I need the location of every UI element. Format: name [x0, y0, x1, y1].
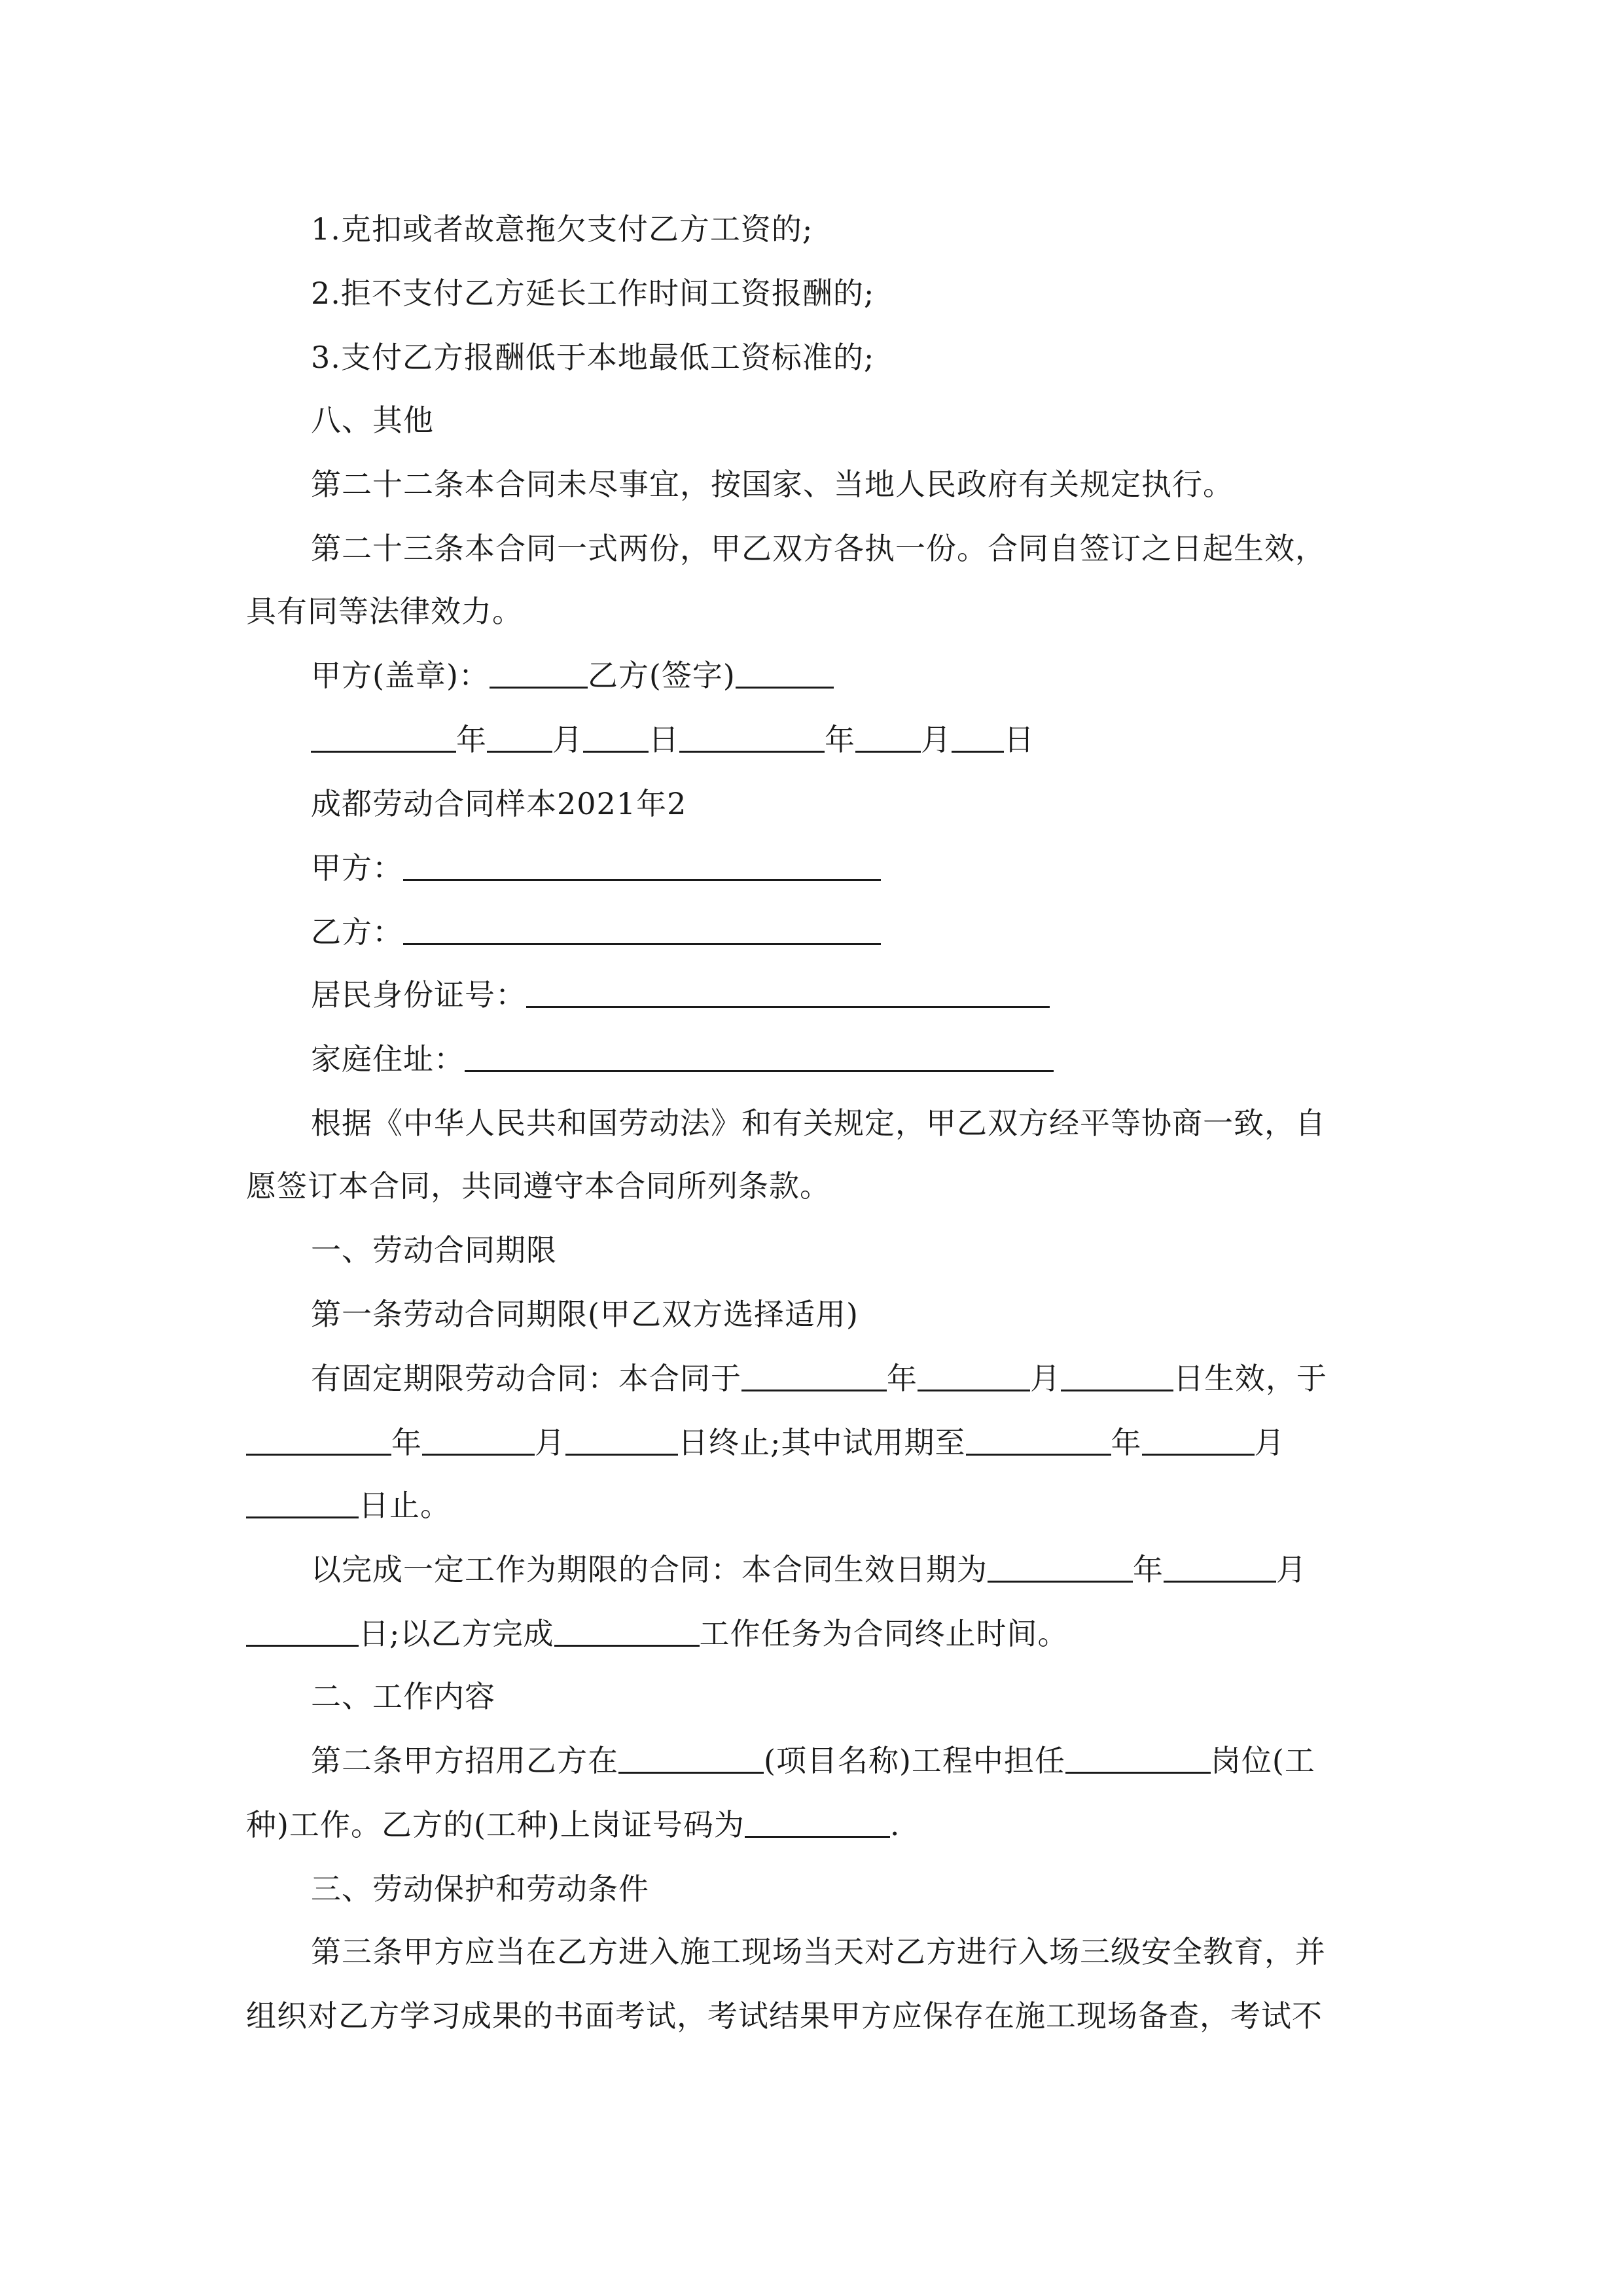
year-label: 年	[825, 722, 855, 757]
task-term-label: 以完成一定工作为期限的合同：本合同生效日期为	[311, 1552, 988, 1587]
probation-day-blank[interactable]	[246, 1486, 359, 1518]
party-a-row	[311, 848, 881, 888]
month-label: 月	[921, 722, 952, 757]
article-2-line-2	[246, 1805, 900, 1844]
party-b-row	[311, 912, 881, 952]
article-2-text-a: 第二条甲方招用乙方在	[311, 1743, 618, 1778]
sign-party-a-blank[interactable]	[490, 656, 588, 689]
list-item-2: 2.拒不支付乙方延长工作时间工资报酬的;	[311, 276, 875, 311]
certificate-number-blank[interactable]	[745, 1806, 890, 1838]
section-heading-2: 二、工作内容	[311, 1679, 495, 1714]
fixed-end-year-blank[interactable]	[246, 1424, 391, 1456]
fixed-end-month-blank[interactable]	[422, 1424, 535, 1456]
article-1-title: 第一条劳动合同期限(甲乙双方选择适用)	[311, 1297, 859, 1332]
party-b-field[interactable]	[403, 913, 881, 945]
task-term-line-2	[246, 1614, 1069, 1653]
party-a-field[interactable]	[403, 849, 881, 881]
month-label: 月	[1254, 1425, 1285, 1460]
article-3-line-2: 组织对乙方学习成果的书面考试，考试结果甲方应保存在施工现场备查，考试不	[246, 1998, 1323, 2034]
fixed-term-line-1	[311, 1359, 1327, 1398]
party-b-label: 乙方：	[311, 914, 403, 950]
month-label: 月	[552, 722, 583, 757]
sign-party-b-blank[interactable]	[736, 656, 834, 689]
address-field[interactable]	[465, 1040, 1054, 1072]
probation-month-blank[interactable]	[1142, 1424, 1255, 1456]
date-a-year-blank[interactable]	[311, 721, 456, 753]
day-label: 日	[649, 722, 679, 757]
date-b-month-blank[interactable]	[855, 721, 921, 753]
id-number-row	[311, 975, 1050, 1014]
id-number-field[interactable]	[526, 976, 1050, 1008]
year-label: 年	[456, 722, 487, 757]
fixed-term-label: 有固定期限劳动合同：本合同于	[311, 1361, 741, 1396]
date-b-day-blank[interactable]	[952, 721, 1004, 753]
article-2-text-d: 种)工作。乙方的(工种)上岗证号码为	[246, 1807, 745, 1842]
date-b-year-blank[interactable]	[679, 721, 825, 753]
signature-line	[311, 656, 834, 695]
intro-line-1: 根据《中华人民共和国劳动法》和有关规定，甲乙双方经平等协商一致，自	[311, 1105, 1326, 1141]
fixed-term-line-3	[246, 1486, 451, 1525]
fixed-term-line-2	[246, 1423, 1285, 1462]
date-a-day-blank[interactable]	[583, 721, 649, 753]
task-day-text: 日;以乙方完成	[359, 1616, 554, 1651]
month-label: 月	[1276, 1552, 1307, 1587]
probation-year-blank[interactable]	[966, 1424, 1111, 1456]
fixed-end-day-blank[interactable]	[565, 1424, 678, 1456]
sign-party-b-label: 乙方(签字)	[587, 658, 736, 693]
section-heading-3: 三、劳动保护和劳动条件	[311, 1871, 649, 1907]
year-label: 年	[887, 1361, 918, 1396]
task-end-text: 工作任务为合同终止时间。	[699, 1616, 1069, 1651]
fixed-start-month-blank[interactable]	[918, 1359, 1030, 1391]
date-line	[311, 720, 1035, 759]
fixed-start-year-blank[interactable]	[741, 1359, 887, 1391]
article-2-line-1	[311, 1741, 1315, 1780]
day-label: 日	[1004, 722, 1035, 757]
article-3-line-1: 第三条甲方应当在乙方进入施工现场当天对乙方进行入场三级安全教育，并	[311, 1934, 1326, 1969]
article-23-line-2: 具有同等法律效力。	[246, 594, 523, 629]
month-label: 月	[535, 1425, 565, 1460]
month-label: 月	[1030, 1361, 1061, 1396]
address-row	[311, 1039, 1054, 1079]
sign-party-a-label: 甲方(盖章)：	[311, 658, 490, 693]
section-heading-8: 八、其他	[311, 403, 434, 438]
section-heading-1: 一、劳动合同期限	[311, 1232, 557, 1268]
document-title-2: 成都劳动合同样本2021年2	[311, 786, 687, 821]
fixed-effective-text: 日生效，于	[1173, 1361, 1327, 1396]
fixed-stop-text: 日止。	[359, 1488, 451, 1523]
year-label: 年	[1111, 1425, 1142, 1460]
task-day-blank[interactable]	[246, 1615, 359, 1647]
list-item-1: 1.克扣或者故意拖欠支付乙方工资的;	[311, 211, 813, 247]
id-number-label: 居民身份证号：	[311, 977, 526, 1013]
year-label: 年	[1133, 1552, 1164, 1587]
address-label: 家庭住址：	[311, 1041, 465, 1077]
party-a-label: 甲方：	[311, 850, 403, 886]
list-item-3: 3.支付乙方报酬低于本地最低工资标准的;	[311, 340, 875, 375]
date-a-month-blank[interactable]	[487, 721, 552, 753]
task-name-blank[interactable]	[554, 1615, 700, 1647]
project-name-blank[interactable]	[618, 1742, 764, 1774]
intro-line-2: 愿签订本合同，共同遵守本合同所列条款。	[246, 1168, 830, 1204]
article-2-text-c: 岗位(工	[1210, 1743, 1315, 1778]
article-23-line-1: 第二十三条本合同一式两份，甲乙双方各执一份。合同自签订之日起生效，	[311, 531, 1326, 566]
article-22: 第二十二条本合同未尽事宜，按国家、当地人民政府有关规定执行。	[311, 467, 1234, 502]
position-blank[interactable]	[1065, 1742, 1211, 1774]
article-2-text-e: .	[889, 1807, 901, 1842]
fixed-start-day-blank[interactable]	[1061, 1359, 1173, 1391]
task-year-blank[interactable]	[988, 1551, 1133, 1583]
task-term-line-1	[311, 1550, 1307, 1589]
year-label: 年	[391, 1425, 422, 1460]
fixed-end-text: 日终止;其中试用期至	[678, 1425, 966, 1460]
article-2-text-b: (项目名称)工程中担任	[764, 1743, 1065, 1778]
task-month-blank[interactable]	[1164, 1551, 1276, 1583]
